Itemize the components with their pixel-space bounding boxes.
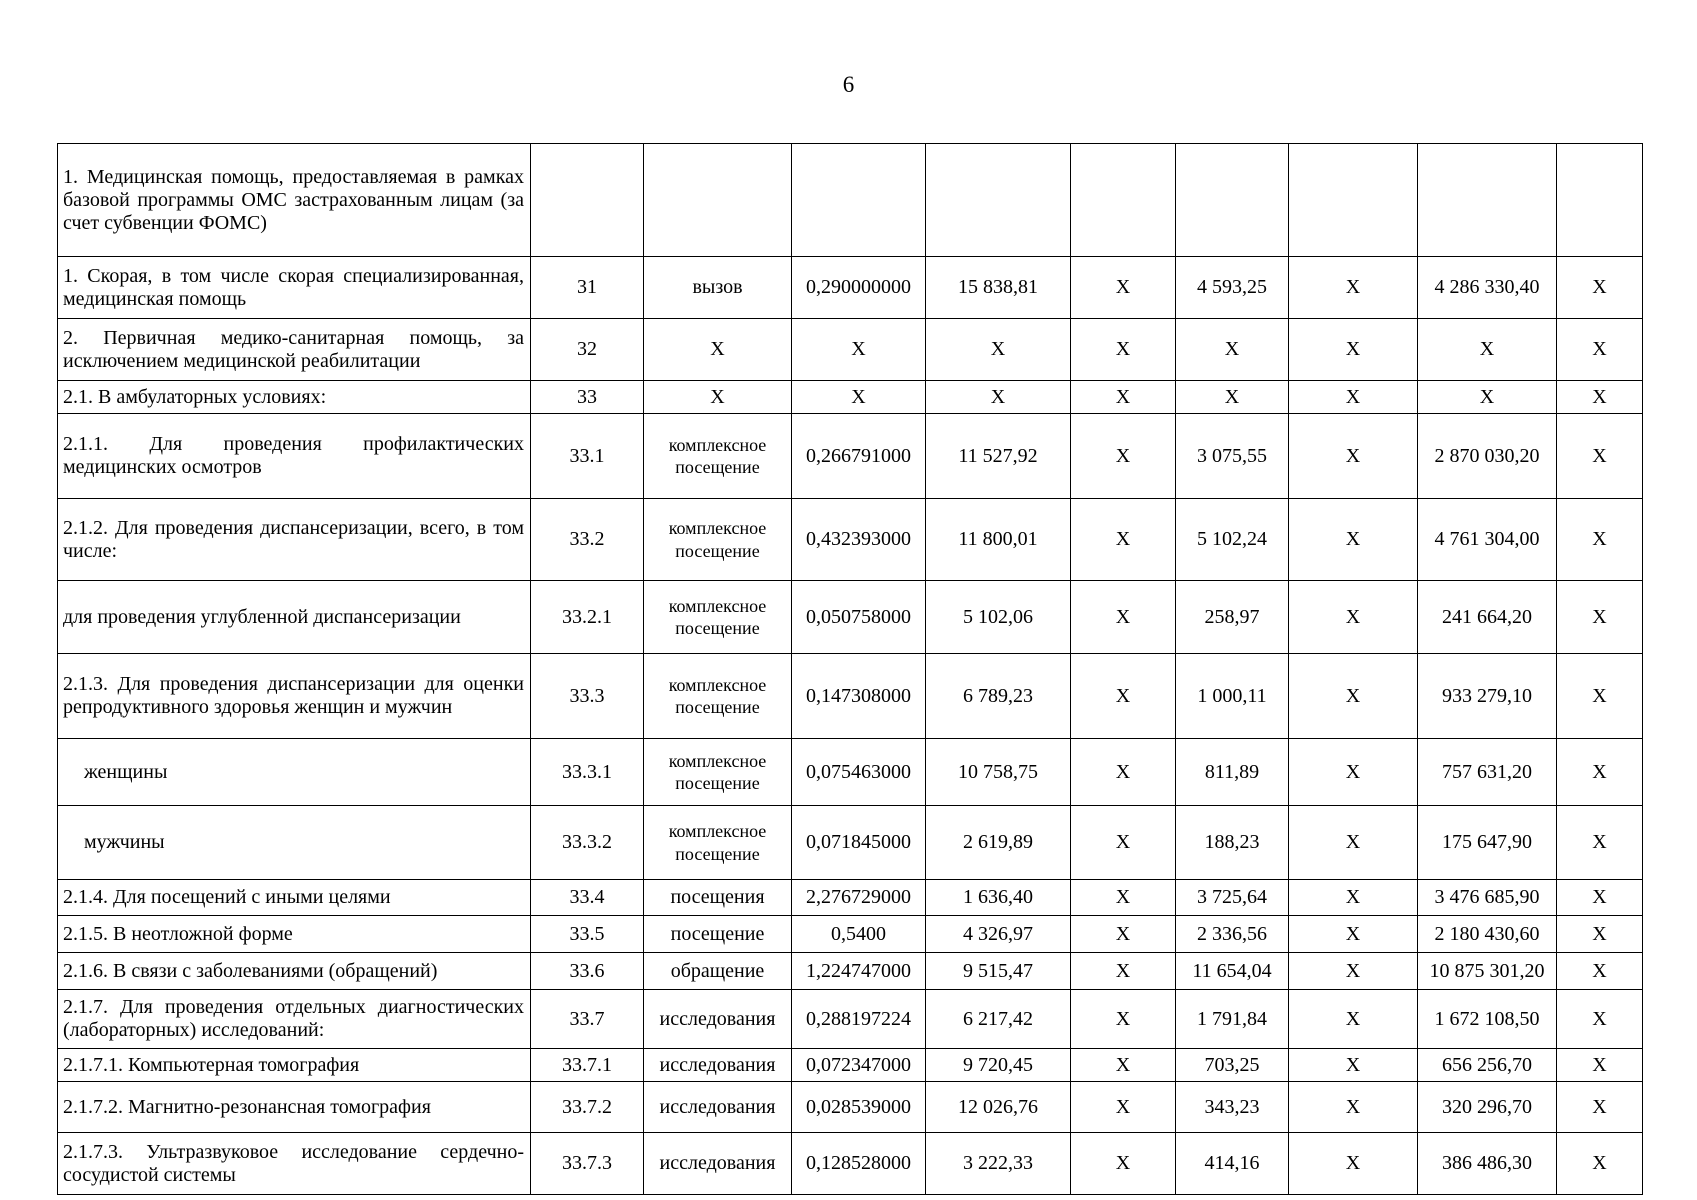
- rate-cell: 0,147308000: [792, 654, 926, 739]
- unit-cell: посещение: [644, 916, 792, 953]
- x-cell-1: X: [1071, 581, 1176, 654]
- x-cell-1: X: [1071, 806, 1176, 880]
- total-cell: 3 476 685,90: [1418, 880, 1557, 916]
- page-number: 6: [842, 72, 855, 97]
- rate-cell: [792, 144, 926, 257]
- row-name-cell: 2.1.7. Для проведения отдельных диагностических (лабораторных) исследований:: [58, 990, 531, 1049]
- cost-cell: 9 720,45: [926, 1049, 1071, 1082]
- unit-cell: [644, 144, 792, 257]
- unit-cell: посещения: [644, 880, 792, 916]
- x-cell-3: [1557, 144, 1643, 257]
- x-cell-2: X: [1289, 414, 1418, 499]
- x-cell-3: X: [1557, 499, 1643, 581]
- cost-cell: 12 026,76: [926, 1082, 1071, 1133]
- per-capita-cell: 414,16: [1176, 1133, 1289, 1195]
- table-row: [58, 916, 1643, 953]
- x-cell-3: X: [1557, 1133, 1643, 1195]
- unit-cell: исследования: [644, 1133, 792, 1195]
- code-cell: [531, 144, 644, 257]
- x-cell-1: X: [1071, 953, 1176, 990]
- rate-cell: 0,072347000: [792, 1049, 926, 1082]
- rate-cell: 0,071845000: [792, 806, 926, 880]
- table-row: [58, 414, 1643, 499]
- x-cell-1: X: [1071, 1049, 1176, 1082]
- unit-cell: исследования: [644, 1082, 792, 1133]
- total-cell: 10 875 301,20: [1418, 953, 1557, 990]
- total-cell: 2 870 030,20: [1418, 414, 1557, 499]
- x-cell-3: X: [1557, 806, 1643, 880]
- code-cell: 32: [531, 319, 644, 381]
- x-cell-1: X: [1071, 257, 1176, 319]
- x-cell-3: X: [1557, 1082, 1643, 1133]
- code-cell: 33.3.1: [531, 739, 644, 806]
- unit-cell: комплексное посещение: [644, 414, 792, 499]
- table-row: [58, 1082, 1643, 1133]
- row-name-cell: 2.1.5. В неотложной форме: [58, 916, 531, 953]
- per-capita-cell: 5 102,24: [1176, 499, 1289, 581]
- x-cell-1: X: [1071, 319, 1176, 381]
- per-capita-cell: 1 000,11: [1176, 654, 1289, 739]
- rate-cell: 0,266791000: [792, 414, 926, 499]
- total-cell: 4 761 304,00: [1418, 499, 1557, 581]
- row-name-cell: 2.1.3. Для проведения диспансеризации для оценки репродуктивного здоровья женщин и мужчин: [58, 654, 531, 739]
- x-cell-3: X: [1557, 990, 1643, 1049]
- code-cell: 33.2.1: [531, 581, 644, 654]
- unit-cell: исследования: [644, 1049, 792, 1082]
- row-name-cell: мужчины: [58, 806, 531, 880]
- per-capita-cell: X: [1176, 381, 1289, 414]
- row-name-cell: женщины: [58, 739, 531, 806]
- row-name-cell: 2. Первичная медико-санитарная помощь, за исключением медицинской реабилитации: [58, 319, 531, 381]
- table-row: [58, 806, 1643, 880]
- row-name-cell: 2.1.7.3. Ультразвуковое исследование сердечно-сосудистой системы: [58, 1133, 531, 1195]
- x-cell-2: X: [1289, 990, 1418, 1049]
- code-cell: 33.7: [531, 990, 644, 1049]
- table-row: [58, 1049, 1643, 1082]
- cost-cell: [926, 144, 1071, 257]
- table-row: [58, 880, 1643, 916]
- row-name-cell: 1. Медицинская помощь, предоставляемая в рамках базовой программы ОМС застрахованным лицам (за счет субвенции ФОМС): [58, 144, 531, 257]
- unit-cell: комплексное посещение: [644, 499, 792, 581]
- x-cell-2: X: [1289, 739, 1418, 806]
- rate-cell: X: [792, 319, 926, 381]
- cost-cell: X: [926, 381, 1071, 414]
- cost-cell: 6 217,42: [926, 990, 1071, 1049]
- x-cell-3: X: [1557, 953, 1643, 990]
- x-cell-3: X: [1557, 880, 1643, 916]
- cost-cell: 11 527,92: [926, 414, 1071, 499]
- x-cell-2: X: [1289, 880, 1418, 916]
- total-cell: 933 279,10: [1418, 654, 1557, 739]
- cost-cell: X: [926, 319, 1071, 381]
- table-row: [58, 499, 1643, 581]
- cost-cell: 5 102,06: [926, 581, 1071, 654]
- per-capita-cell: 11 654,04: [1176, 953, 1289, 990]
- per-capita-cell: 343,23: [1176, 1082, 1289, 1133]
- cost-cell: 4 326,97: [926, 916, 1071, 953]
- table-body: [58, 144, 1643, 1195]
- x-cell-1: [1071, 144, 1176, 257]
- x-cell-2: X: [1289, 319, 1418, 381]
- code-cell: 33.6: [531, 953, 644, 990]
- cost-cell: 15 838,81: [926, 257, 1071, 319]
- table-row: [58, 257, 1643, 319]
- code-cell: 33.1: [531, 414, 644, 499]
- x-cell-2: X: [1289, 654, 1418, 739]
- total-cell: 241 664,20: [1418, 581, 1557, 654]
- x-cell-1: X: [1071, 414, 1176, 499]
- x-cell-2: X: [1289, 916, 1418, 953]
- table-row: [58, 581, 1643, 654]
- x-cell-1: X: [1071, 381, 1176, 414]
- cost-cell: 1 636,40: [926, 880, 1071, 916]
- total-cell: X: [1418, 381, 1557, 414]
- row-name-cell: 2.1.7.2. Магнитно-резонансная томография: [58, 1082, 531, 1133]
- rate-cell: 0,128528000: [792, 1133, 926, 1195]
- row-name-cell: 1. Скорая, в том числе скорая специализированная, медицинская помощь: [58, 257, 531, 319]
- unit-cell: X: [644, 319, 792, 381]
- per-capita-cell: 258,97: [1176, 581, 1289, 654]
- unit-cell: обращение: [644, 953, 792, 990]
- x-cell-2: X: [1289, 1049, 1418, 1082]
- code-cell: 33.7.1: [531, 1049, 644, 1082]
- x-cell-3: X: [1557, 739, 1643, 806]
- row-name-cell: 2.1.4. Для посещений с иными целями: [58, 880, 531, 916]
- table-row: [58, 381, 1643, 414]
- x-cell-3: X: [1557, 581, 1643, 654]
- code-cell: 33.3: [531, 654, 644, 739]
- unit-cell: комплексное посещение: [644, 806, 792, 880]
- x-cell-2: X: [1289, 1133, 1418, 1195]
- code-cell: 33.7.3: [531, 1133, 644, 1195]
- table-row: [58, 1133, 1643, 1195]
- code-cell: 31: [531, 257, 644, 319]
- per-capita-cell: 2 336,56: [1176, 916, 1289, 953]
- row-name-cell: 2.1.7.1. Компьютерная томография: [58, 1049, 531, 1082]
- total-cell: 757 631,20: [1418, 739, 1557, 806]
- x-cell-1: X: [1071, 1133, 1176, 1195]
- unit-cell: комплексное посещение: [644, 581, 792, 654]
- x-cell-2: X: [1289, 806, 1418, 880]
- rate-cell: 0,5400: [792, 916, 926, 953]
- row-name-cell: 2.1.2. Для проведения диспансеризации, всего, в том числе:: [58, 499, 531, 581]
- x-cell-3: X: [1557, 916, 1643, 953]
- x-cell-1: X: [1071, 990, 1176, 1049]
- x-cell-3: X: [1557, 654, 1643, 739]
- x-cell-3: X: [1557, 1049, 1643, 1082]
- x-cell-3: X: [1557, 319, 1643, 381]
- total-cell: 320 296,70: [1418, 1082, 1557, 1133]
- code-cell: 33.3.2: [531, 806, 644, 880]
- total-cell: X: [1418, 319, 1557, 381]
- total-cell: 386 486,30: [1418, 1133, 1557, 1195]
- total-cell: 1 672 108,50: [1418, 990, 1557, 1049]
- code-cell: 33.2: [531, 499, 644, 581]
- x-cell-3: X: [1557, 257, 1643, 319]
- rate-cell: 0,075463000: [792, 739, 926, 806]
- rate-cell: 2,276729000: [792, 880, 926, 916]
- table-row: [58, 319, 1643, 381]
- per-capita-cell: X: [1176, 319, 1289, 381]
- per-capita-cell: 703,25: [1176, 1049, 1289, 1082]
- code-cell: 33: [531, 381, 644, 414]
- x-cell-1: X: [1071, 880, 1176, 916]
- unit-cell: X: [644, 381, 792, 414]
- table-row: [58, 953, 1643, 990]
- x-cell-2: X: [1289, 381, 1418, 414]
- x-cell-2: X: [1289, 499, 1418, 581]
- code-cell: 33.5: [531, 916, 644, 953]
- table-row: [58, 654, 1643, 739]
- row-name-cell: 2.1.6. В связи с заболеваниями (обращений): [58, 953, 531, 990]
- unit-cell: комплексное посещение: [644, 654, 792, 739]
- x-cell-2: [1289, 144, 1418, 257]
- per-capita-cell: 1 791,84: [1176, 990, 1289, 1049]
- per-capita-cell: 3 075,55: [1176, 414, 1289, 499]
- per-capita-cell: 4 593,25: [1176, 257, 1289, 319]
- total-cell: [1418, 144, 1557, 257]
- rate-cell: 0,290000000: [792, 257, 926, 319]
- total-cell: 175 647,90: [1418, 806, 1557, 880]
- rate-cell: 0,050758000: [792, 581, 926, 654]
- row-name-cell: 2.1. В амбулаторных условиях:: [58, 381, 531, 414]
- x-cell-1: X: [1071, 739, 1176, 806]
- table-row: [58, 144, 1643, 257]
- x-cell-2: X: [1289, 1082, 1418, 1133]
- per-capita-cell: 811,89: [1176, 739, 1289, 806]
- x-cell-2: X: [1289, 581, 1418, 654]
- total-cell: 4 286 330,40: [1418, 257, 1557, 319]
- unit-cell: комплексное посещение: [644, 739, 792, 806]
- cost-cell: 2 619,89: [926, 806, 1071, 880]
- x-cell-3: X: [1557, 414, 1643, 499]
- x-cell-2: X: [1289, 953, 1418, 990]
- code-cell: 33.4: [531, 880, 644, 916]
- rate-cell: X: [792, 381, 926, 414]
- x-cell-3: X: [1557, 381, 1643, 414]
- table-row: [58, 739, 1643, 806]
- x-cell-1: X: [1071, 499, 1176, 581]
- total-cell: 2 180 430,60: [1418, 916, 1557, 953]
- cost-cell: 10 758,75: [926, 739, 1071, 806]
- per-capita-cell: 188,23: [1176, 806, 1289, 880]
- rate-cell: 0,028539000: [792, 1082, 926, 1133]
- cost-cell: 11 800,01: [926, 499, 1071, 581]
- x-cell-1: X: [1071, 916, 1176, 953]
- table-row: [58, 990, 1643, 1049]
- rate-cell: 0,432393000: [792, 499, 926, 581]
- per-capita-cell: [1176, 144, 1289, 257]
- data-table: [57, 143, 1643, 1195]
- per-capita-cell: 3 725,64: [1176, 880, 1289, 916]
- row-name-cell: для проведения углубленной диспансеризации: [58, 581, 531, 654]
- cost-cell: 6 789,23: [926, 654, 1071, 739]
- x-cell-1: X: [1071, 654, 1176, 739]
- unit-cell: исследования: [644, 990, 792, 1049]
- total-cell: 656 256,70: [1418, 1049, 1557, 1082]
- x-cell-2: X: [1289, 257, 1418, 319]
- rate-cell: 0,288197224: [792, 990, 926, 1049]
- x-cell-1: X: [1071, 1082, 1176, 1133]
- code-cell: 33.7.2: [531, 1082, 644, 1133]
- rate-cell: 1,224747000: [792, 953, 926, 990]
- cost-cell: 3 222,33: [926, 1133, 1071, 1195]
- row-name-cell: 2.1.1. Для проведения профилактических медицинских осмотров: [58, 414, 531, 499]
- cost-cell: 9 515,47: [926, 953, 1071, 990]
- unit-cell: вызов: [644, 257, 792, 319]
